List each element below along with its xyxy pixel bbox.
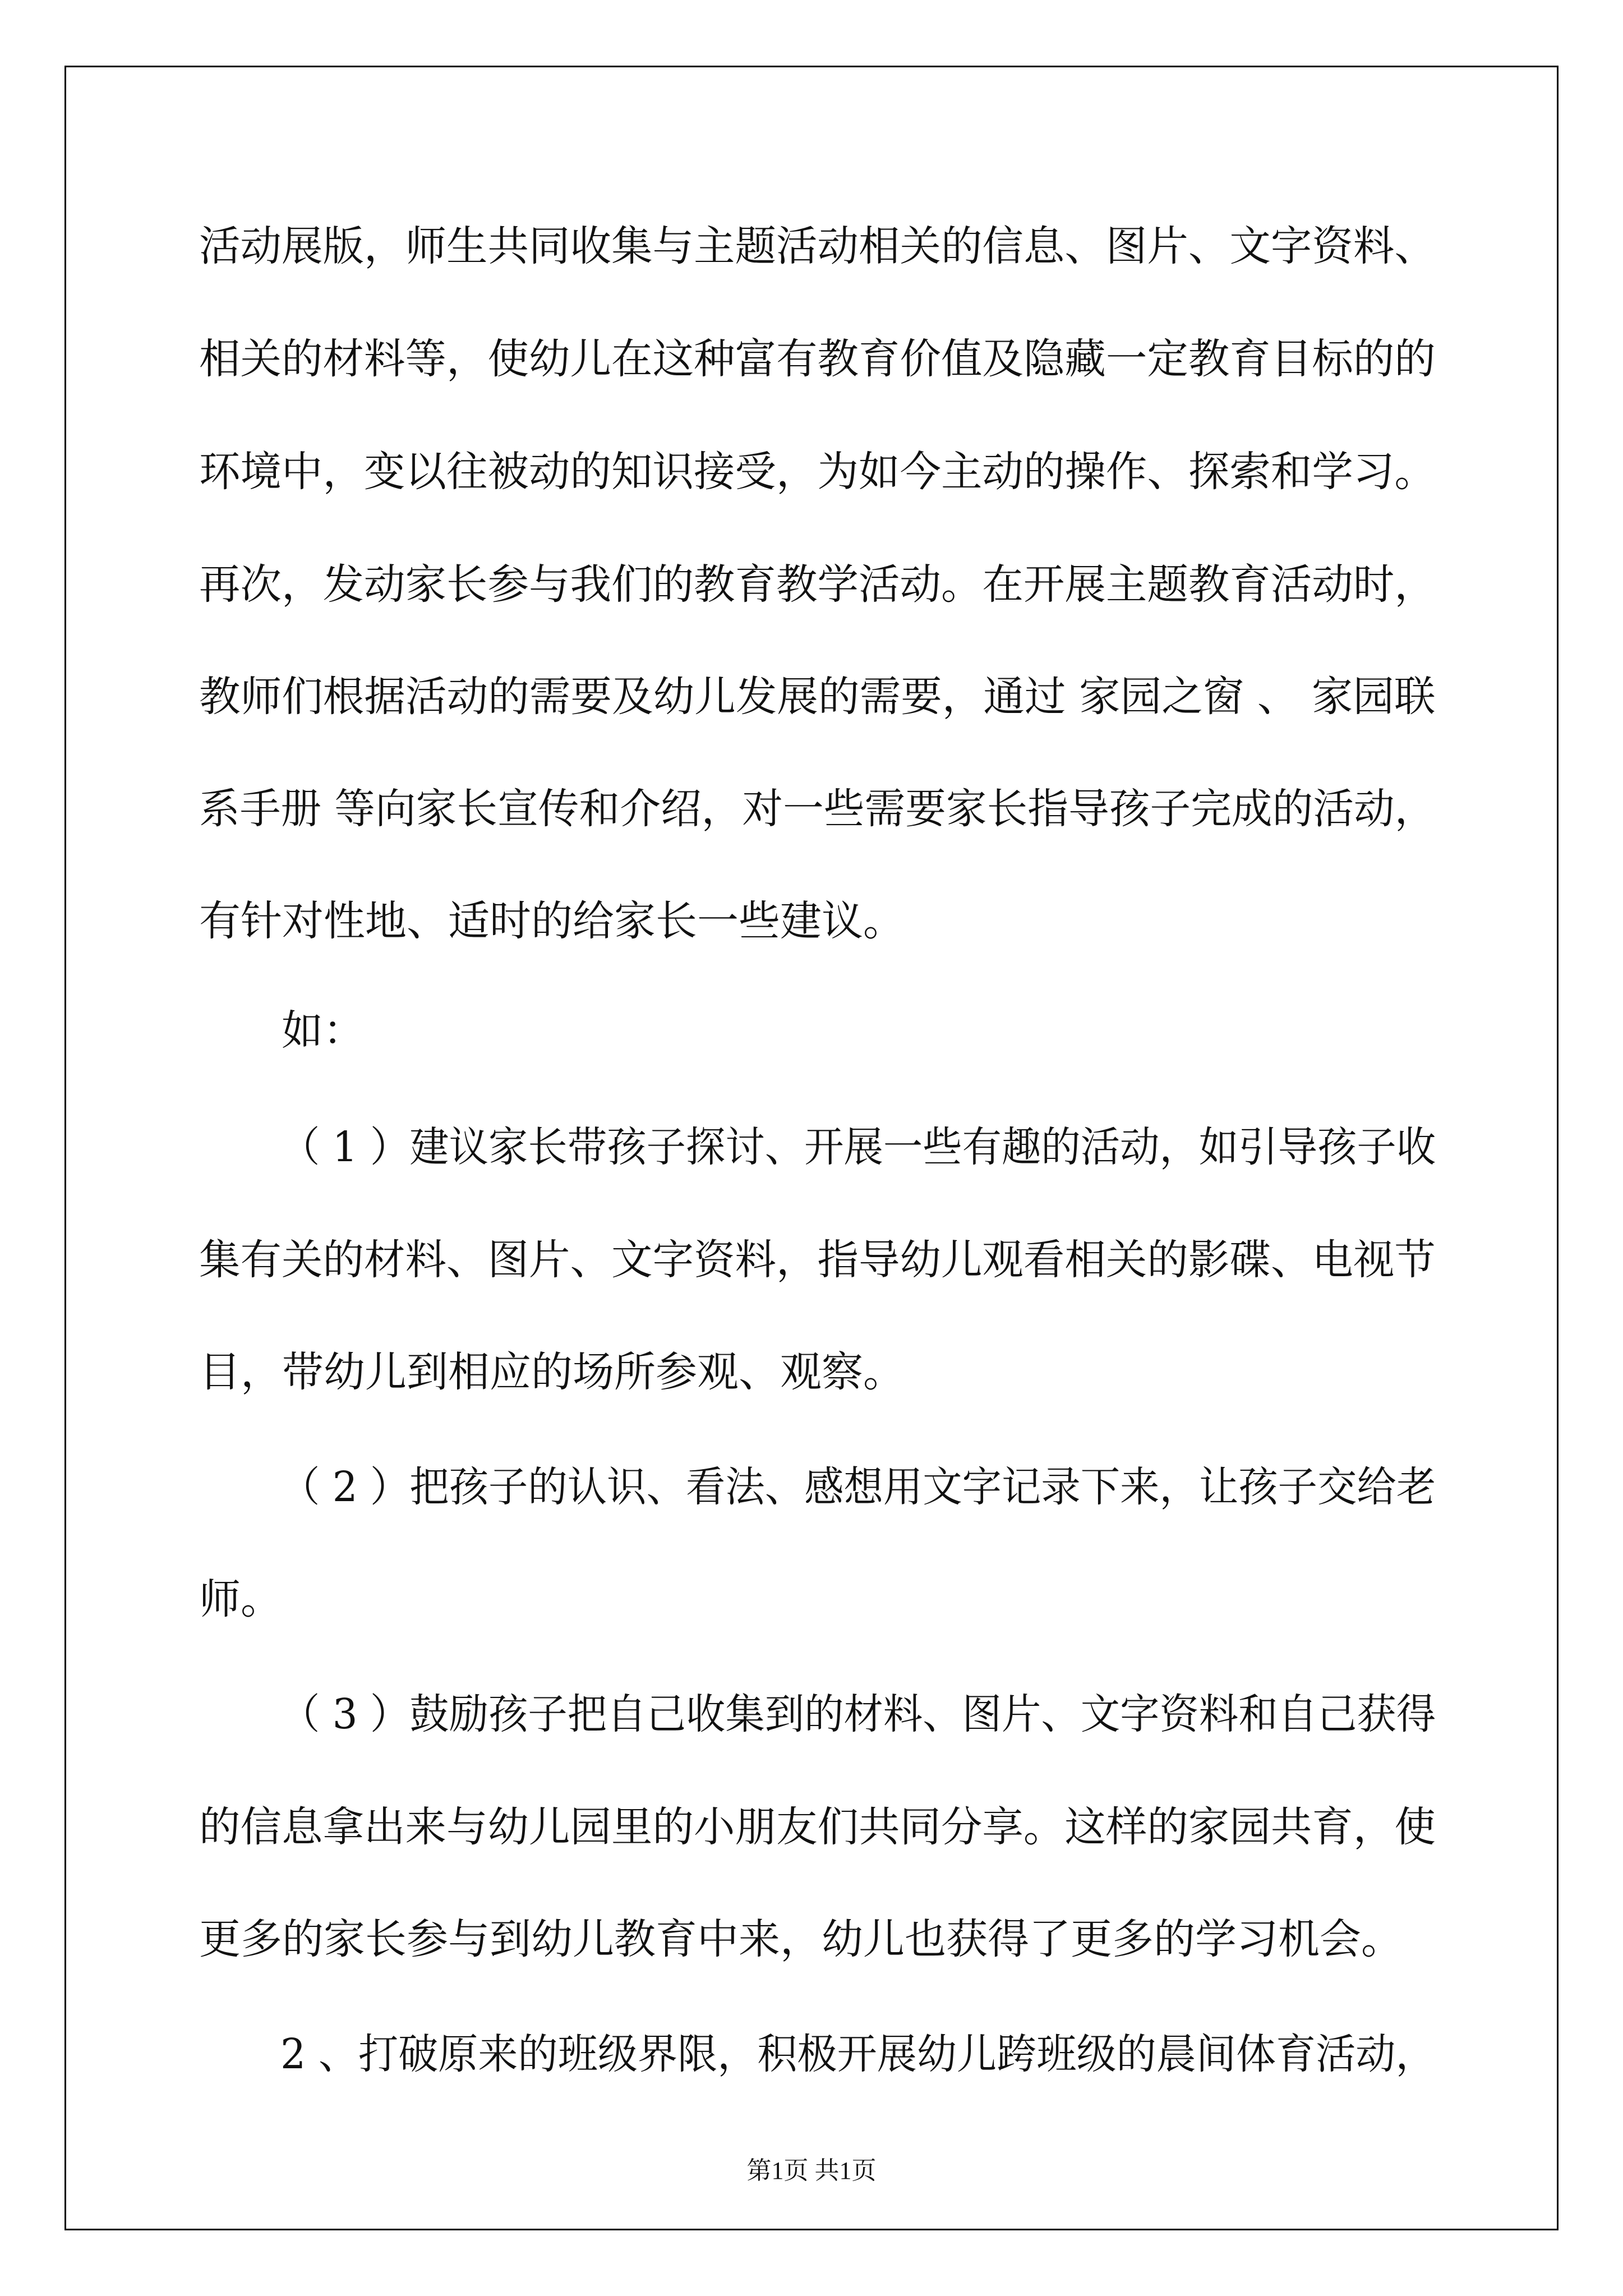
text-line: 师。 bbox=[199, 1575, 282, 1623]
text-line: 教师们根据活动的需要及幼儿发展的需要，通过 家园之窗 、 家园联 bbox=[199, 673, 1436, 721]
text-line: 有针对性地、适时的给家长一些建议。 bbox=[199, 897, 905, 945]
text-line: 系手册 等向家长宣传和介绍，对一些需要家长指导孩子完成的活动， bbox=[199, 785, 1436, 833]
text-line: （ 1 ）建议家长带孩子探讨、开展一些有趣的活动，如引导孩子收 bbox=[280, 1123, 1436, 1171]
text-line: 更多的家长参与到幼儿教育中来，幼儿也获得了更多的学习机会。 bbox=[199, 1915, 1403, 1963]
text-line: （ 2 ）把孩子的认识、看法、感想用文字记录下来，让孩子交给老 bbox=[280, 1463, 1436, 1511]
text-line: 集有关的材料、图片、文字资料，指导幼儿观看相关的影碟、电视节 bbox=[199, 1236, 1436, 1284]
text-line: 再次，发动家长参与我们的教育教学活动。在开展主题教育活动时， bbox=[199, 560, 1436, 609]
text-line: 如： bbox=[282, 1006, 365, 1055]
text-line: 目，带幼儿到相应的场所参观、观察。 bbox=[199, 1348, 905, 1396]
text-line: 相关的材料等，使幼儿在这种富有教育价值及隐藏一定教育目标的的 bbox=[199, 335, 1436, 383]
text-line: 2 、打破原来的班级界限，积极开展幼儿跨班级的晨间体育活动， bbox=[280, 2030, 1436, 2078]
text-line: 环境中，变以往被动的知识接受，为如今主动的操作、探索和学习。 bbox=[199, 448, 1436, 496]
text-line: （ 3 ）鼓励孩子把自己收集到的材料、图片、文字资料和自己获得 bbox=[280, 1690, 1436, 1738]
text-line: 的信息拿出来与幼儿园里的小朋友们共同分享。这样的家园共育，使 bbox=[199, 1803, 1436, 1851]
page-footer: 第1页 共1页 bbox=[746, 2157, 877, 2184]
text-line: 活动展版，师生共同收集与主题活动相关的信息、图片、文字资料、 bbox=[199, 222, 1436, 270]
